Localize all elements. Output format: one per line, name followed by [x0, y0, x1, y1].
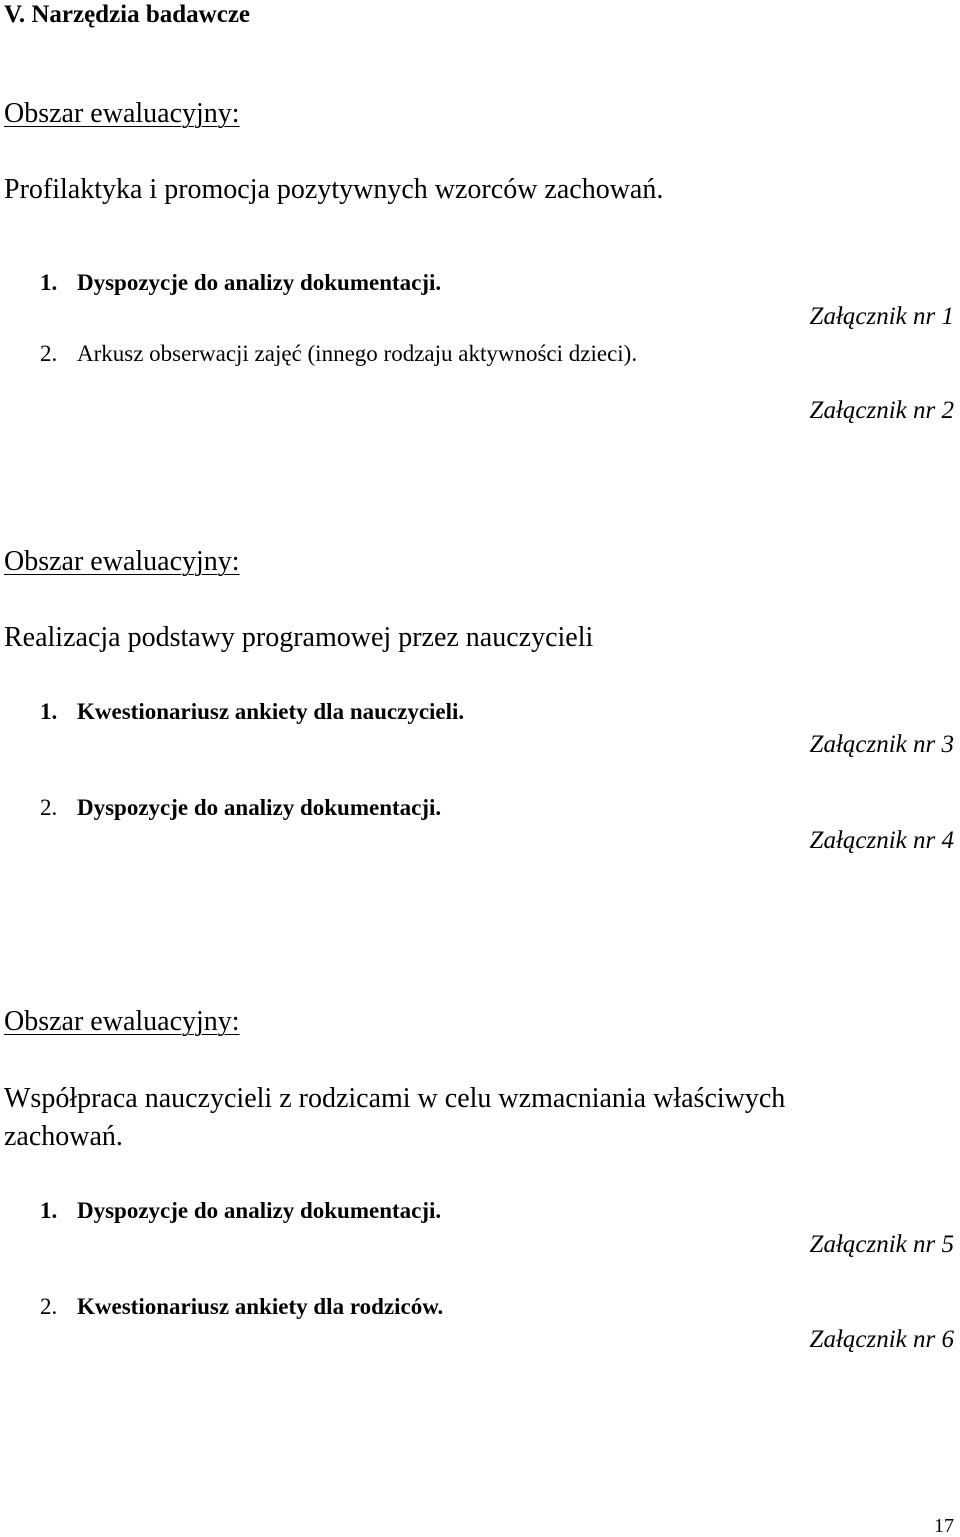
item-text: Dyspozycje do analizy dokumentacji. — [77, 795, 442, 820]
attachment-label: Załącznik nr 4 — [809, 827, 954, 854]
list-item — [40, 796, 441, 819]
area-title-line2: zachowań. — [4, 1121, 123, 1152]
list-item — [40, 271, 441, 294]
area-title-line1: Współpraca nauczycieli z rodzicami w celu wzmacniania właściwych — [4, 1083, 786, 1114]
attachment-label: Załącznik nr 6 — [809, 1326, 954, 1353]
attachment-label: Załącznik nr 1 — [809, 303, 954, 330]
item-number: 2. — [40, 341, 58, 366]
item-number: 1. — [40, 1198, 58, 1223]
list-item — [40, 342, 637, 365]
list-item — [40, 1199, 441, 1222]
attachment-label: Załącznik nr 5 — [809, 1231, 954, 1258]
item-number: 2. — [40, 1294, 58, 1319]
area-label: Obszar ewaluacyjny: — [4, 98, 240, 129]
area-title: Realizacja podstawy programowej przez nauczycieli — [4, 622, 594, 653]
attachment-label: Załącznik nr 3 — [809, 731, 954, 758]
list-item — [40, 1295, 443, 1318]
page-heading: V. Narzędzia badawcze — [4, 1, 251, 28]
area-label: Obszar ewaluacyjny: — [4, 1006, 240, 1037]
item-text: Dyspozycje do analizy dokumentacji. — [77, 1198, 442, 1223]
area-label: Obszar ewaluacyjny: — [4, 546, 240, 577]
area-title: Profilaktyka i promocja pozytywnych wzorców zachowań. — [4, 174, 664, 205]
attachment-label: Załącznik nr 2 — [809, 397, 954, 424]
item-text: Kwestionariusz ankiety dla nauczycieli. — [77, 699, 465, 724]
page-number: 17 — [934, 1515, 954, 1537]
list-item — [40, 700, 464, 723]
item-number: 2. — [40, 795, 58, 820]
item-text: Kwestionariusz ankiety dla rodziców. — [77, 1294, 444, 1319]
item-text: Dyspozycje do analizy dokumentacji. — [77, 270, 442, 295]
item-text: Arkusz obserwacji zajęć (innego rodzaju aktywności dzieci). — [77, 341, 638, 366]
item-number: 1. — [40, 699, 58, 724]
item-number: 1. — [40, 270, 58, 295]
